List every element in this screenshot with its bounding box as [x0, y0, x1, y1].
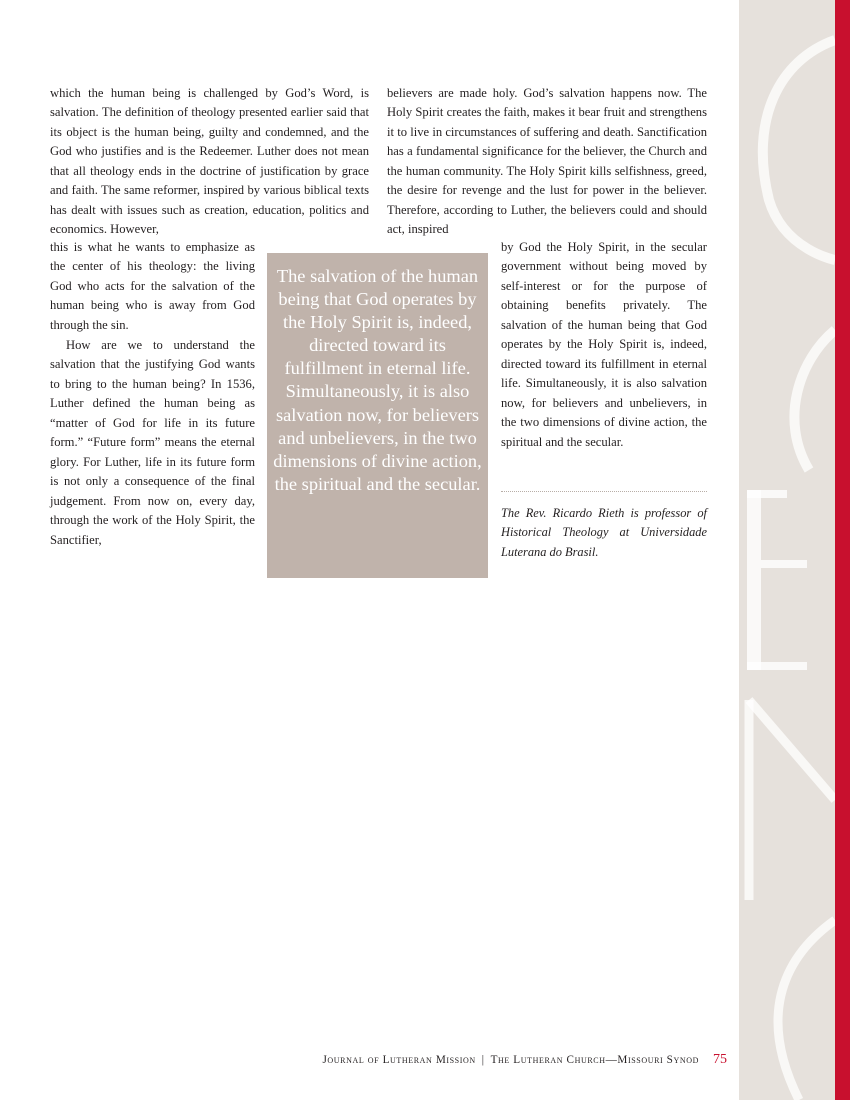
left-paragraph-1: which the human being is challenged by God’s Word, is salvation. The definition of theology presented earlier said that its object is the human being, guilty and condemned, and the God who justifies and is the Redeemer. Luther does not mean that all theology ends in the doctrine of justification by grace and faith. The same reformer, inspired by various biblical texts has dealt with issues such as creation, education, politics and economics. However, [50, 86, 369, 237]
footer-separator: | [481, 1054, 485, 1066]
decorative-lettering-graphic [739, 0, 835, 1100]
left-paragraph-2: this is what he wants to emphasize as the center of his theology: the living God who acts for the salvation of the human being who is away from God through the sin. [50, 240, 255, 332]
decorative-side-band [739, 0, 835, 1100]
author-bio: The Rev. Ricardo Rieth is professor of Historical Theology at Universidade Luterana do Brasil. [501, 506, 707, 559]
left-paragraph-3: How are we to understand the salvation that the justifying God wants to bring to the human being? In 1536, Luther defined the human being as “matter of God for life in its future form.” “Future form” means the eternal glory. For Luther, life in its future form is not only a consequence of the final judgement. From now on, every day, through the work of the Holy Spirit, the Sanctifier, [50, 338, 255, 547]
accent-red-bar [835, 0, 850, 1100]
footer-publisher: The Lutheran Church—Missouri Synod [490, 1054, 699, 1066]
footer-journal-title: Journal of Lutheran Mission [322, 1054, 476, 1066]
page-footer [200, 1052, 727, 1068]
right-paragraph-1: believers are made holy. God’s salvation happens now. The Holy Spirit creates the faith, makes it bear fruit and strengthens it to live in circumstances of suffering and death. Sanctification has a fundamental significance for the believer, the Church and the human community. The Holy Spirit kills selfishness, greed, the desire for revenge and the lust for power in the believer. Therefore, according to Luther, the believers could and should act, inspired [387, 86, 707, 237]
right-paragraph-2: by God the Holy Spirit, in the secular government without being moved by self-interest or for the purpose of obtaining benefits privately. The salvation of the human being that God operates by the Holy Spirit is, indeed, directed toward its fulfillment in eternal life. Simultaneously, it is also salvation now, for believers and unbelievers, in the two dimensions of divine action, the spiritual and the secular. [501, 240, 707, 449]
page-number: 75 [713, 1052, 727, 1067]
pull-quote: The salvation of the human being that God operates by the Holy Spirit is, indeed, directed toward its fulfillment in eternal life. Simultaneously, it is also salvation now, for believers and unbelievers, in the two dimensions of divine action, the spiritual and the secular. [267, 253, 488, 578]
bio-divider [501, 491, 707, 492]
